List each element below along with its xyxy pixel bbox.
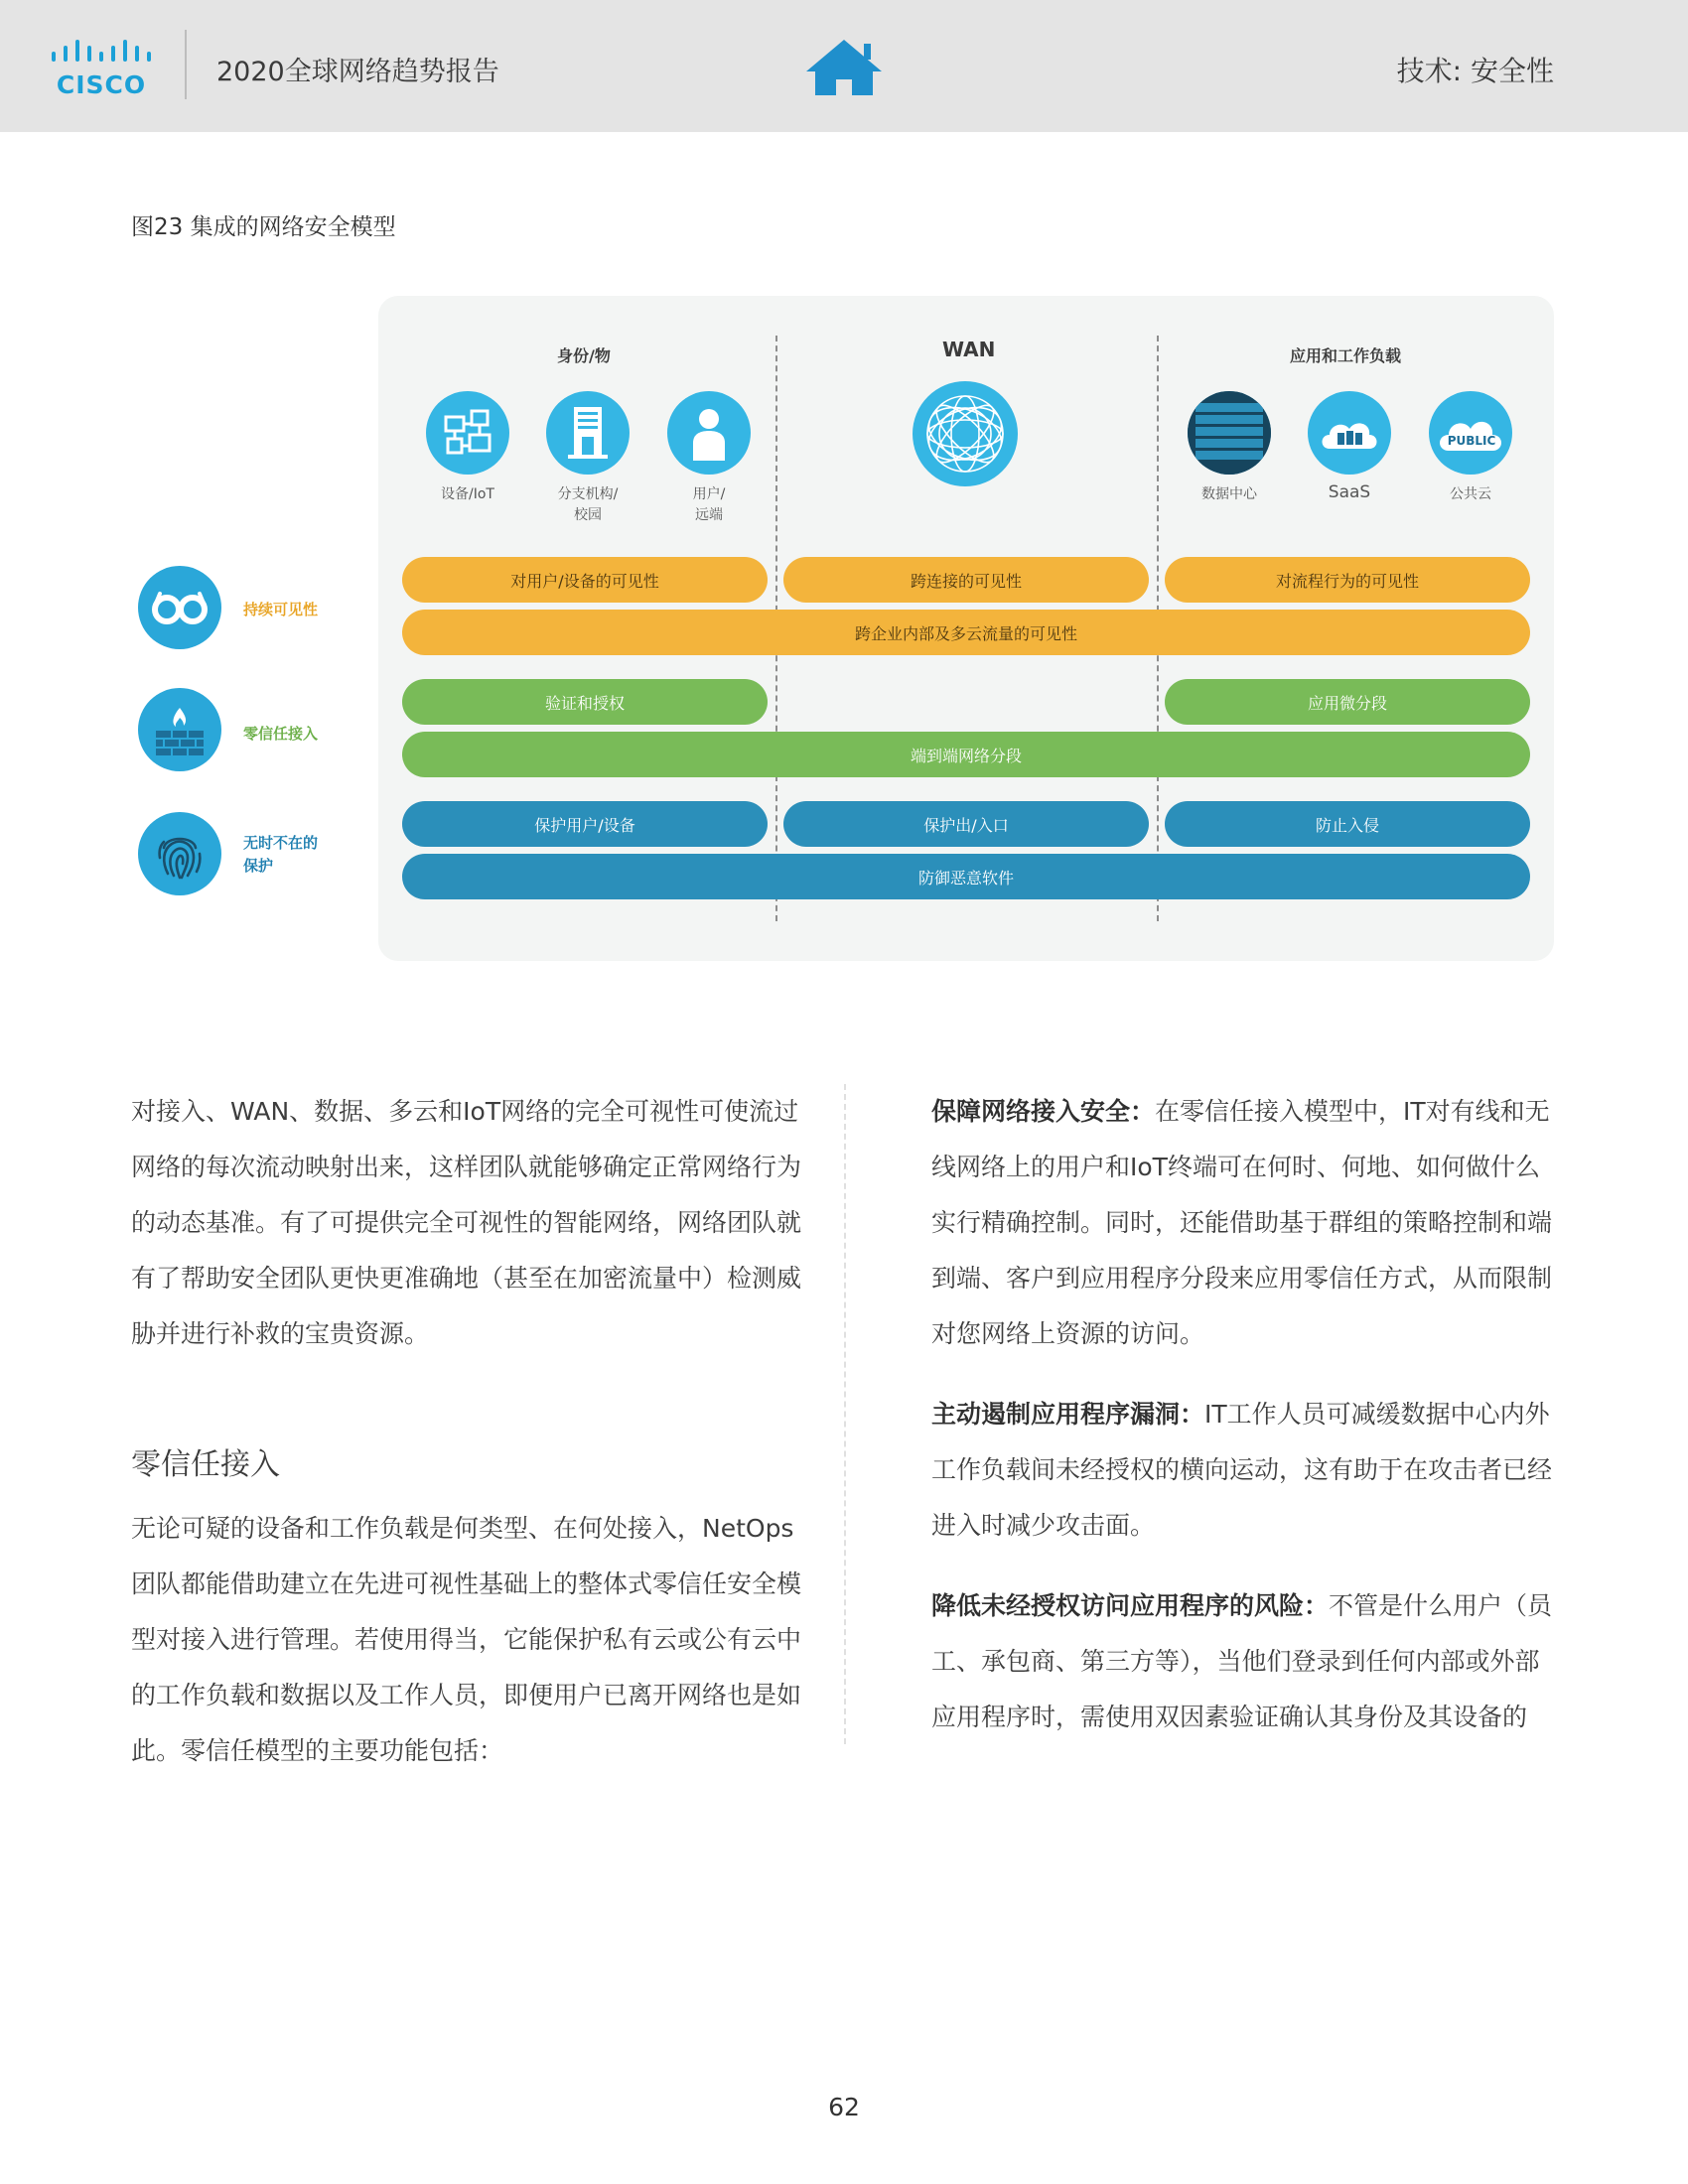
- public-cloud-icon: [1429, 391, 1512, 475]
- bar-auth: 验证和授权: [402, 679, 768, 725]
- bar-multicloud-visibility: 跨企业内部及多云流量的可见性: [402, 610, 1530, 655]
- page-number: 62: [828, 2093, 860, 2121]
- datacenter-icon: [1188, 391, 1271, 475]
- column-head-wan: WAN: [942, 338, 996, 361]
- feature-lead: 保障网络接入安全：: [931, 1097, 1156, 1126]
- feature-text: IT工作人员可减缓数据中心内外工作负载间未经授权的横向运动，这有助于在攻击者已经进入时减少攻击面。: [931, 1400, 1553, 1540]
- feature-paragraph: [931, 1387, 1557, 1554]
- feature-text: 在零信任接入模型中，IT对有线和无线网络上的用户和IoT终端可在何时、何地、如何做什么实行精确控制。同时，还能借助基于群组的策略控制和端到端、客户到应用程序分段来应用零信任方式，从而限制对您网络上资源的访问。: [931, 1097, 1553, 1348]
- section-heading: 零信任接入: [131, 1447, 280, 1482]
- icon-caption: 分支机构/ 校园: [557, 486, 619, 523]
- header-divider: [185, 30, 187, 99]
- section-label: 技术: 安全性: [1396, 55, 1554, 87]
- firewall-icon: [138, 688, 221, 771]
- icon-caption: 数据中心: [1201, 486, 1257, 502]
- wan-globe-icon: [913, 381, 1018, 486]
- intro-paragraph: 对接入、WAN、数据、多云和IoT网络的完全可视性可使流过网络的每次流动映射出来，这样团队就能够确定正常网络行为的动态基准。有了可提供完全可视性的智能网络，网络团队就有了帮助安全团队更快更准确地（甚至在加密流量中）检测威胁并进行补救的宝贵资源。: [131, 1097, 802, 1348]
- icon-caption: 公共云: [1450, 486, 1491, 502]
- row-label-visibility: 持续可见性: [243, 601, 319, 618]
- user-icon: [667, 391, 751, 475]
- feature-text: 不管是什么用户（员工、承包商、第三方等），当他们登录到任何内部或外部应用程序时，需使用双因素验证确认其身份及其设备的: [931, 1591, 1553, 1731]
- feature-lead: 主动遏制应用程序漏洞：: [931, 1400, 1205, 1429]
- security-model-diagram: [378, 296, 1554, 961]
- column-head-apps: 应用和工作负载: [1290, 346, 1402, 365]
- bar-cross-connection-visibility: 跨连接的可见性: [783, 557, 1149, 603]
- bar-protect-egress: 保护出/入口: [783, 801, 1149, 847]
- cisco-logo: [50, 38, 159, 99]
- bar-micro-segmentation: 应用微分段: [1165, 679, 1530, 725]
- fingerprint-icon: [138, 812, 221, 895]
- bar-malware-defense: 防御恶意软件: [402, 854, 1530, 899]
- icon-caption: 用户/ 远端: [692, 486, 726, 523]
- bar-prevent-intrusion: 防止入侵: [1165, 801, 1530, 847]
- bar-end-to-end-segmentation: 端到端网络分段: [402, 732, 1530, 777]
- saas-cloud-icon: [1308, 391, 1391, 475]
- feature-paragraph: [931, 1084, 1557, 1362]
- feature-paragraph: [931, 1578, 1557, 1745]
- zero-trust-paragraph: 无论可疑的设备和工作负载是何类型、在何处接入，NetOps团队都能借助建立在先进可视性基础上的整体式零信任安全模型对接入进行管理。若使用得当，它能保护私有云或公有云中的工作负载和数据以及工作人员，即便用户已离开网络也是如此。零信任模型的主要功能包括：: [131, 1514, 802, 1765]
- row-label-zero-trust: 零信任接入: [243, 725, 319, 743]
- right-column: [931, 1084, 1557, 1770]
- glasses-icon: [138, 566, 221, 649]
- bar-process-behavior-visibility: 对流程行为的可见性: [1165, 557, 1530, 603]
- column-divider: [844, 1084, 846, 1744]
- figure-caption: 图23 集成的网络安全模型: [131, 214, 396, 240]
- icon-caption: SaaS: [1328, 482, 1371, 502]
- bar-user-device-visibility: 对用户/设备的可见性: [402, 557, 768, 603]
- bar-protect-users: 保护用户/设备: [402, 801, 768, 847]
- report-title: 2020全球网络趋势报告: [216, 57, 499, 87]
- feature-lead: 降低未经授权访问应用程序的风险：: [931, 1591, 1330, 1620]
- icon-caption: 设备/IoT: [441, 486, 494, 502]
- column-head-identity: 身份/物: [557, 346, 611, 365]
- logo-wordmark: CISCO: [56, 70, 147, 99]
- public-badge: PUBLIC: [1447, 434, 1496, 448]
- home-icon[interactable]: [802, 36, 886, 97]
- row-label-protection: 无时不在的 保护: [243, 834, 319, 875]
- branch-campus-icon: [546, 391, 630, 475]
- device-iot-icon: [426, 391, 509, 475]
